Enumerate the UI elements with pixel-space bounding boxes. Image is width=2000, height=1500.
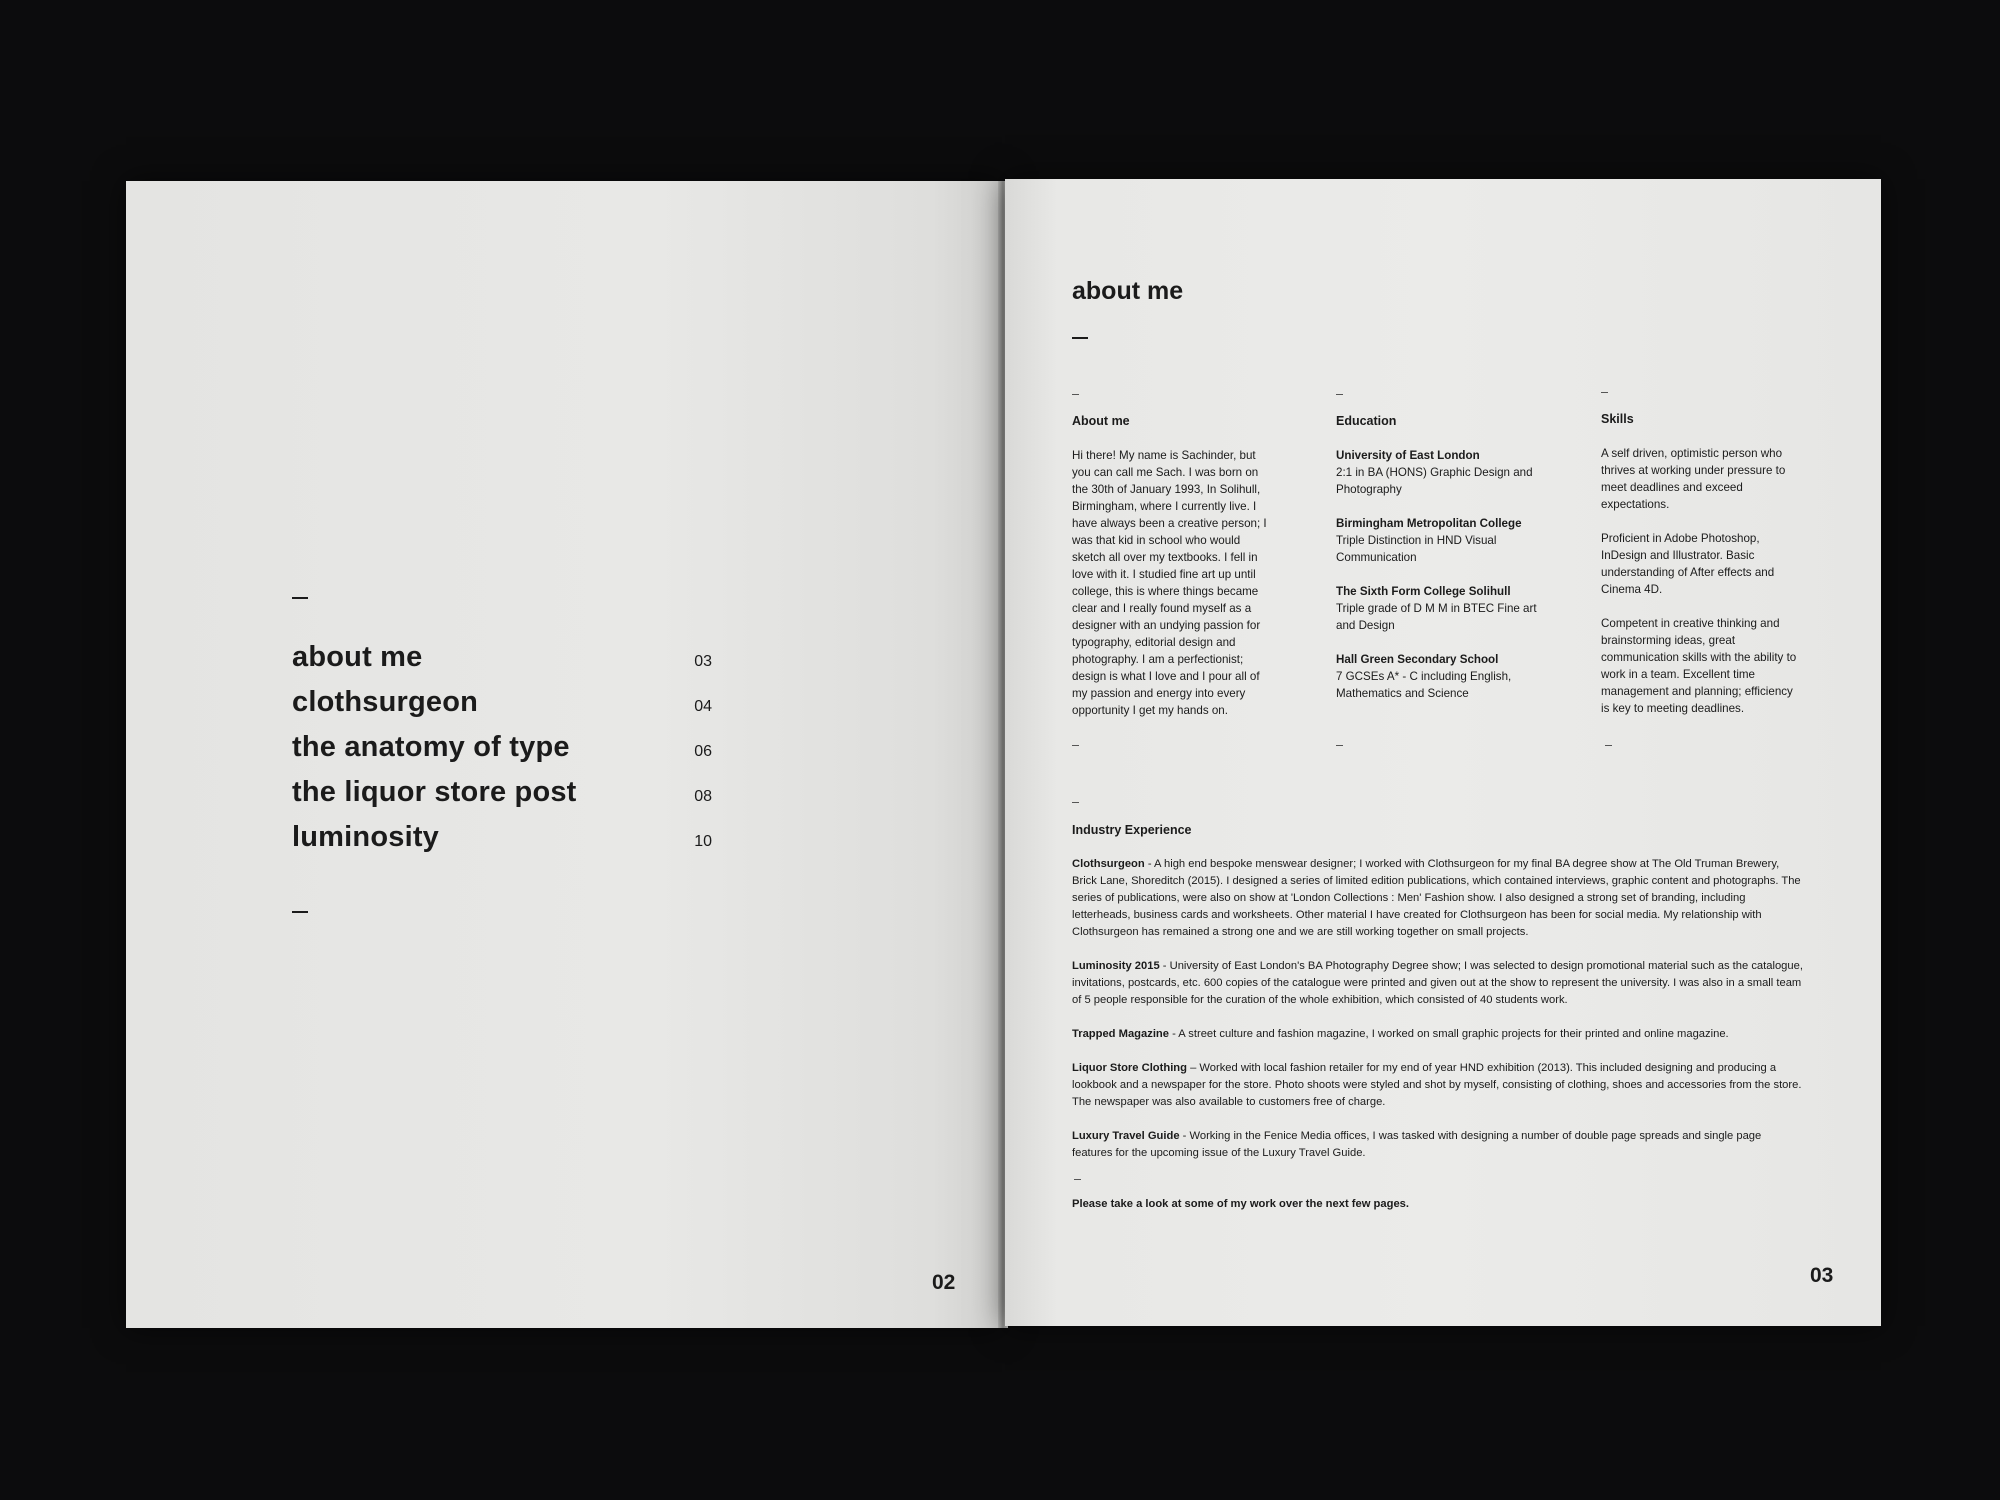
industry-experience (1072, 822, 1804, 1230)
toc-row[interactable] (292, 731, 712, 776)
education-item (1336, 515, 1546, 566)
divider-dash (1072, 802, 1079, 803)
education-item (1336, 651, 1546, 702)
toc-page-number: 08 (694, 788, 712, 805)
toc-title: luminosity (292, 821, 440, 853)
toc-page-number: 10 (694, 833, 712, 850)
experience-item (1072, 856, 1804, 941)
section-heading: Industry Experience (1072, 823, 1192, 837)
experience-name: Luxury Travel Guide (1072, 1130, 1180, 1142)
column-heading: Education (1336, 414, 1397, 428)
toc-row[interactable] (292, 821, 712, 866)
divider-dash (1336, 394, 1343, 395)
experience-text: - Working in the Fenice Media offices, I was tasked with designing a number of double page spreads and single page features for the upcoming issue of the Luxury Travel Guide. (1072, 1130, 1762, 1159)
toc-title: clothsurgeon (292, 686, 479, 718)
right-page (1005, 179, 1881, 1326)
experience-text: - A high end bespoke menswear designer; I worked with Clothsurgeon for my final BA degree show at The Old Truman Brewery, Brick Lane, Shoreditch (2015). I designed a series of limited edition publications, which contained interviews, graphic content and photographs. The series of publications, were also on show at 'London Collections : Men' Fashion show. I also designed a strong set of branding, including letterheads, business cards and worksheets. Other material I have created for Clothsurgeon has been for social media. My relationship with Clothsurgeon has remained a strong one and we are still working together on small projects. (1072, 858, 1801, 938)
toc-page-number: 03 (694, 653, 712, 670)
experience-name: Trapped Magazine (1072, 1028, 1169, 1040)
experience-text: – Worked with local fashion retailer for my end of year HND exhibition (2013). This included designing and producing a lookbook and a newspaper for the store. Photo shoots were styled and shot by myself, consisting of clothing, shoes and accessories from the store. The newspaper was also available to customers free of charge. (1072, 1062, 1802, 1108)
page-title: about me (1072, 277, 1184, 305)
school-detail: 2:1 in BA (HONS) Graphic Design and Photography (1336, 466, 1533, 496)
experience-name: Liquor Store Clothing (1072, 1062, 1187, 1074)
skills-paragraph: Proficient in Adobe Photoshop, InDesign and Illustrator. Basic understanding of After effects and Cinema 4D. (1601, 532, 1775, 596)
left-page (126, 181, 1002, 1328)
column-heading: Skills (1601, 412, 1634, 426)
divider-dash (1074, 1179, 1081, 1180)
toc-row[interactable] (292, 641, 712, 686)
divider-dash (292, 597, 308, 599)
toc-page-number: 06 (694, 743, 712, 760)
toc-title: the liquor store post (292, 776, 577, 808)
about-text: Hi there! My name is Sachinder, but you can call me Sach. I was born on the 30th of January 1993, In Solihull, Birmingham, where I currently live. I have always been a creative person; I was that kid in school who would sketch all over my textbooks. I fell in love with it. I studied fine art up until college, this is where things became clear and I really found myself as a designer with an undying passion for typography, editorial design and photography. I am a perfectionist; design is what I love and I pour all of my passion and energy into every opportunity I get my hands on. (1072, 449, 1267, 717)
table-of-contents (292, 641, 712, 866)
skills-paragraph: A self driven, optimistic person who thrives at working under pressure to meet deadlines and exceed expectations. (1601, 447, 1786, 511)
divider-dash (292, 911, 308, 913)
toc-title: about me (292, 641, 423, 673)
divider-dash (1605, 745, 1612, 746)
about-column (1072, 413, 1267, 736)
divider-dash (1336, 745, 1343, 746)
divider-dash (1072, 337, 1088, 339)
education-item (1336, 447, 1546, 498)
column-heading: About me (1072, 414, 1130, 428)
toc-row[interactable] (292, 686, 712, 731)
experience-name: Luminosity 2015 (1072, 960, 1160, 972)
skills-paragraph: Competent in creative thinking and brainstorming ideas, great communication skills with the ability to work in a team. Excellent time management and planning; efficiency is key to meeting deadlines. (1601, 617, 1797, 715)
divider-dash (1072, 394, 1079, 395)
divider-dash (1601, 392, 1608, 393)
experience-text: - University of East London's BA Photography Degree show; I was selected to design promotional material such as the catalogue, invitations, postcards, etc. 600 copies of the catalogue were printed and given out at the show to represent the university. I was also in a small team of 5 people responsible for the curation of the whole exhibition, which consisted of 40 students work. (1072, 960, 1803, 1006)
experience-item (1072, 1060, 1804, 1111)
experience-item (1072, 958, 1804, 1009)
school-detail: Triple grade of D M M in BTEC Fine art and Design (1336, 602, 1537, 632)
page-number: 03 (1810, 1264, 1834, 1287)
school-name: The Sixth Form College Solihull (1336, 585, 1511, 598)
closing-note: Please take a look at some of my work over the next few pages. (1072, 1198, 1409, 1210)
school-detail: 7 GCSEs A* - C including English, Mathematics and Science (1336, 670, 1512, 700)
experience-item (1072, 1128, 1804, 1162)
skills-column (1601, 411, 1801, 734)
toc-page-number: 04 (694, 698, 712, 715)
toc-row[interactable] (292, 776, 712, 821)
experience-item (1072, 1026, 1804, 1043)
school-name: University of East London (1336, 449, 1480, 462)
experience-text: - A street culture and fashion magazine, I worked on small graphic projects for their printed and online magazine. (1168, 1028, 1729, 1040)
education-item (1336, 583, 1546, 634)
education-column (1336, 413, 1546, 719)
school-name: Birmingham Metropolitan College (1336, 517, 1522, 530)
school-detail: Triple Distinction in HND Visual Communication (1336, 534, 1497, 564)
divider-dash (1072, 745, 1079, 746)
school-name: Hall Green Secondary School (1336, 653, 1499, 666)
experience-name: Clothsurgeon (1072, 858, 1145, 870)
page-number: 02 (932, 1271, 956, 1294)
toc-title: the anatomy of type (292, 731, 570, 763)
